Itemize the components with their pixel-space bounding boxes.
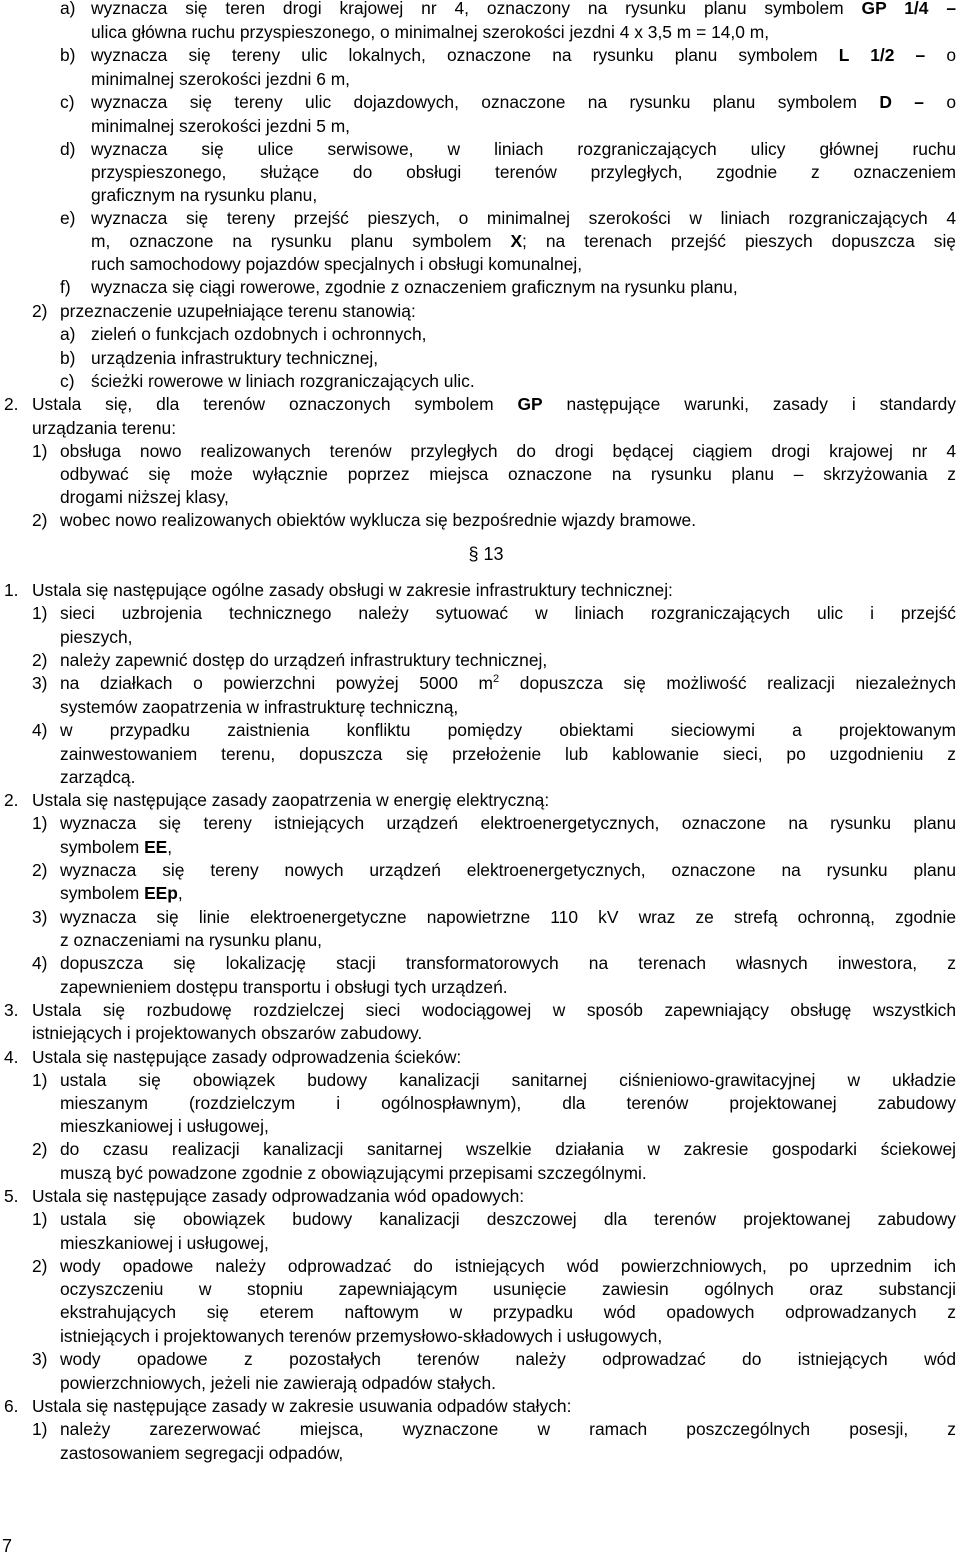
- item-text: ustala się obowiązek budowy kanalizacji deszczowej dla terenów projektowanej zabudowy: [60, 1209, 956, 1229]
- item-label: 1.: [4, 580, 19, 600]
- item-text: mieszkaniowej i usługowej,: [60, 1116, 269, 1136]
- item-label: c): [60, 92, 75, 112]
- item-text: pieszych,: [60, 627, 133, 647]
- item-label: 3): [32, 673, 48, 693]
- item-text: w przypadku zaistnienia konfliktu pomiędzy obiektami sieciowymi a projektowanym: [60, 720, 956, 740]
- item-text: odbywać się może wyłącznie poprzez miejsca oznaczone na rysunku planu – skrzyżowania z: [60, 464, 956, 484]
- item-text: symbolem EEp,: [60, 883, 183, 903]
- item-label: 4): [32, 953, 48, 973]
- item-label: 2.: [4, 394, 19, 414]
- item-text: zarządcą.: [60, 767, 136, 787]
- item-label: 2): [32, 301, 48, 321]
- item-label: 3): [32, 907, 48, 927]
- item-text: na działkach o powierzchni powyżej 5000 $m^2$ dopuszcza się możliwość realizacji niezależnych: [60, 673, 956, 693]
- item-text: wody opadowe należy odprowadzać do istniejących wód powierzchniowych, po uprzednim ich: [60, 1256, 956, 1276]
- item-text: Ustala się następujące ogólne zasady obsługi w zakresie infrastruktury technicznej:: [32, 580, 673, 600]
- item-text: Ustala się następujące zasady w zakresie usuwania odpadów stałych:: [32, 1396, 572, 1416]
- item-text: graficznym na rysunku planu,: [91, 185, 318, 205]
- item-text: drogami niższej klasy,: [60, 487, 229, 507]
- item-label: 2.: [4, 790, 19, 810]
- item-label: 5.: [4, 1186, 19, 1206]
- item-label: a): [60, 0, 76, 18]
- item-label: 2): [32, 1139, 48, 1159]
- item-text: Ustala się następujące zasady odprowadzenia ścieków:: [32, 1047, 462, 1067]
- item-label: 2): [32, 1256, 48, 1276]
- item-text: Ustala się, dla terenów oznaczonych symbolem GP następujące warunki, zasady i standardy: [32, 394, 956, 414]
- item-label: 1): [32, 813, 48, 833]
- section-number: § 13: [468, 544, 504, 564]
- item-text: ścieżki rowerowe w liniach rozgraniczających ulic.: [91, 371, 475, 391]
- item-text: zainwestowaniem terenu, dopuszcza się przełożenie lub kablowanie sieci, po uzgodnieniu z: [60, 744, 956, 764]
- item-label: 1): [32, 1070, 48, 1090]
- item-text: istniejących i projektowanych terenów przemysłowo-składowych i usługowych,: [60, 1326, 663, 1346]
- item-text: symbolem EE,: [60, 837, 173, 857]
- item-label: 2): [32, 510, 48, 530]
- item-text: ustala się obowiązek budowy kanalizacji sanitarnej ciśnieniowo-grawitacyjnej w układzie: [60, 1070, 956, 1090]
- item-text: mieszanym (rozdzielczym i ogólnospławnym), dla terenów projektowanej zabudowy: [60, 1093, 956, 1113]
- item-text: zieleń o funkcjach ozdobnych i ochronnych,: [91, 324, 427, 344]
- item-text: m, oznaczone na rysunku planu symbolem X; na terenach przejść pieszych dopuszcza się: [91, 231, 956, 251]
- item-label: 3): [32, 1349, 48, 1369]
- item-label: 2): [32, 860, 48, 880]
- item-text: należy zapewnić dostęp do urządzeń infrastruktury technicznej,: [60, 650, 548, 670]
- item-text: należy zarezerwować miejsca, wyznaczone w ramach poszczególnych posesji, z: [60, 1419, 956, 1439]
- item-label: 1): [32, 603, 48, 623]
- item-text: wyznacza się teren drogi krajowej nr 4, oznaczony na rysunku planu symbolem GP 1/4 –: [91, 0, 956, 18]
- item-text: systemów zaopatrzenia w infrastrukturę techniczną,: [60, 697, 459, 717]
- item-text: minimalnej szerokości jezdni 5 m,: [91, 116, 351, 136]
- item-text: wyznacza się tereny istniejących urządzeń elektroenergetycznych, oznaczone na rysunku planu: [60, 813, 956, 833]
- item-text: wyznacza się tereny ulic lokalnych, oznaczone na rysunku planu symbolem L 1/2 – o: [91, 45, 957, 65]
- item-text: ruch samochodowy pojazdów specjalnych i obsługi komunalnej,: [91, 254, 583, 274]
- item-text: przeznaczenie uzupełniające terenu stanowią:: [60, 301, 416, 321]
- item-text: wyznacza się ciągi rowerowe, zgodnie z oznaczeniem graficznym na rysunku planu,: [91, 277, 738, 297]
- item-text: sieci uzbrojenia technicznego należy sytuować w liniach rozgraniczających ulic i przejść: [60, 603, 956, 623]
- item-text: oczyszczeniu w stopniu zapewniającym usunięcie zawiesin ogólnych oraz substancji: [60, 1279, 956, 1299]
- item-text: dopuszcza się lokalizację stacji transformatorowych na terenach własnych inwestora, z: [60, 953, 956, 973]
- item-label: b): [60, 348, 76, 368]
- item-text: powierzchniowych, jeżeli nie zawierają odpadów stałych.: [60, 1373, 496, 1393]
- item-text: wyznacza się tereny nowych urządzeń elektroenergetycznych, oznaczone na rysunku planu: [60, 860, 956, 880]
- item-text: istniejących i projektowanych obszarów zabudowy.: [32, 1023, 423, 1043]
- item-text: wody opadowe z pozostałych terenów należy odprowadzać do istniejących wód: [60, 1349, 956, 1369]
- item-text: zapewnieniem dostępu transportu i obsługi tych urządzeń.: [60, 977, 508, 997]
- item-text: wyznacza się ulice serwisowe, w liniach rozgraniczających ulicy głównej ruchu: [91, 139, 956, 159]
- item-text: Ustala się następujące zasady odprowadzania wód opadowych:: [32, 1186, 525, 1206]
- item-text: do czasu realizacji kanalizacji sanitarnej wszelkie działania w zakresie gospodarki ściekowej: [60, 1139, 956, 1159]
- item-label: 2): [32, 650, 48, 670]
- item-text: ulica główna ruchu przyspieszonego, o minimalnej szerokości jezdni 4 x 3,5 m = 14,0 m,: [91, 22, 770, 42]
- item-label: 3.: [4, 1000, 19, 1020]
- item-label: f): [60, 277, 71, 297]
- item-text: przyspieszonego, służące do obsługi terenów przyległych, zgodnie z oznaczeniem: [91, 162, 956, 182]
- item-label: 4): [32, 720, 48, 740]
- item-text: Ustala się następujące zasady zaopatrzenia w energię elektryczną:: [32, 790, 550, 810]
- item-text: zastosowaniem segregacji odpadów,: [60, 1443, 344, 1463]
- item-label: d): [60, 139, 76, 159]
- item-text: minimalnej szerokości jezdni 6 m,: [91, 69, 351, 89]
- item-text: ekstrahujących się eterem naftowym w przypadku wód opadowych odprowadzanych z: [60, 1302, 956, 1322]
- item-label: e): [60, 208, 76, 228]
- item-label: 1): [32, 1419, 48, 1439]
- item-text: Ustala się rozbudowę rozdzielczej sieci wodociągowej w sposób zapewniający obsługę wszystkich: [32, 1000, 956, 1020]
- item-label: 6.: [4, 1396, 19, 1416]
- item-label: c): [60, 371, 75, 391]
- item-text: wobec nowo realizowanych obiektów wyklucza się bezpośrednie wjazdy bramowe.: [60, 510, 697, 530]
- page-number: 7: [2, 1536, 13, 1556]
- item-label: a): [60, 324, 76, 344]
- item-text: muszą być powadzone zgodnie z obowiązującymi przepisami szczególnymi.: [60, 1163, 647, 1183]
- item-text: urządzenia infrastruktury technicznej,: [91, 348, 379, 368]
- item-text: urządzania terenu:: [32, 418, 177, 438]
- item-label: 1): [32, 441, 48, 461]
- item-label: 1): [32, 1209, 48, 1229]
- item-text: wyznacza się tereny ulic dojazdowych, oznaczone na rysunku planu symbolem D – o: [91, 92, 956, 112]
- item-label: b): [60, 45, 76, 65]
- item-text: wyznacza się linie elektroenergetyczne napowietrzne 110 kV wraz ze strefą ochronną, zgodnie: [60, 907, 956, 927]
- item-text: obsługa nowo realizowanych terenów przyległych do drogi będącej ciągiem drogi krajowej nr 4: [60, 441, 956, 461]
- item-label: 4.: [4, 1047, 19, 1067]
- item-text: wyznacza się tereny przejść pieszych, o minimalnej szerokości w liniach rozgraniczających 4: [91, 208, 956, 228]
- item-text: mieszkaniowej i usługowej,: [60, 1233, 269, 1253]
- item-text: z oznaczeniami na rysunku planu,: [60, 930, 322, 950]
